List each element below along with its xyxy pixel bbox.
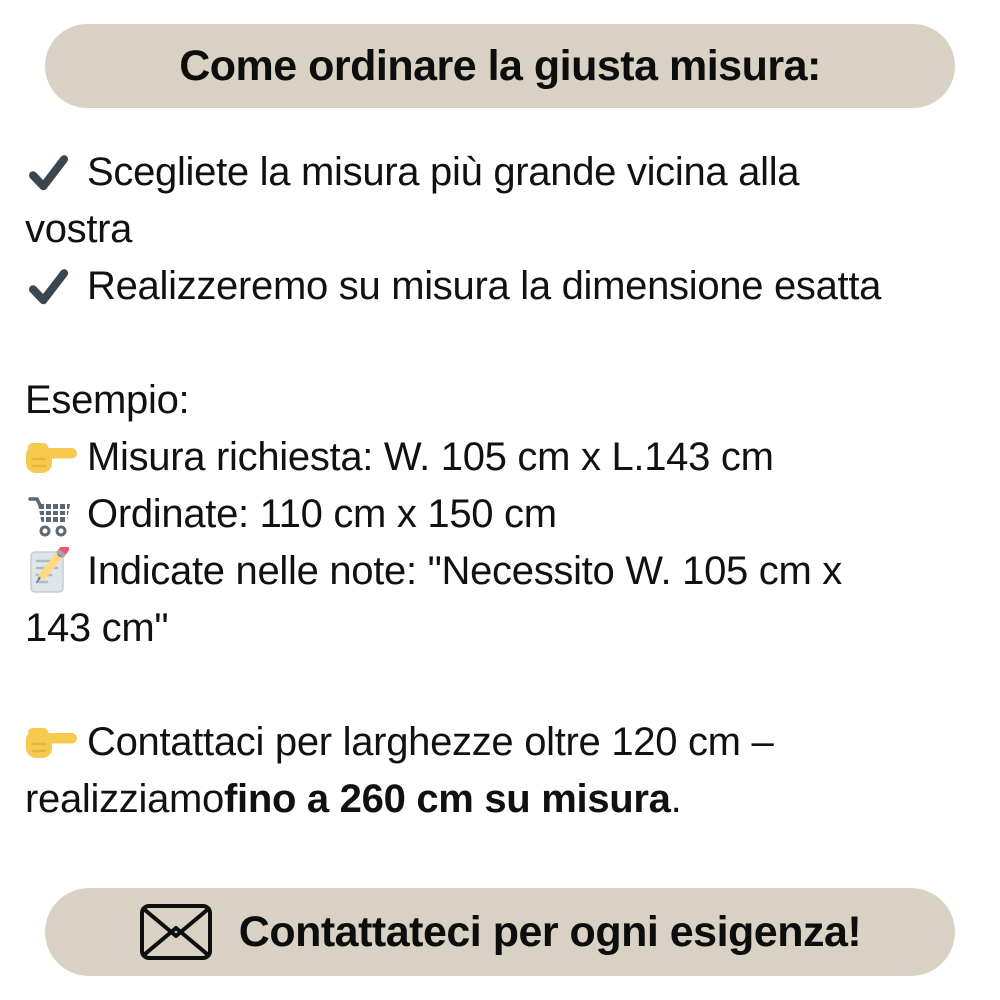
- footer-cta-text: Contattateci per ogni esigenza!: [238, 907, 862, 956]
- check-icon: [25, 150, 87, 196]
- footer-banner: [45, 888, 955, 976]
- checklist-item-1-wrap: [25, 201, 985, 258]
- example-note-text: Indicate nelle note: "Necessito W. 105 cm x: [87, 549, 843, 593]
- spacer: [25, 657, 985, 714]
- example-order-text: Ordinate: 110 cm x 150 cm: [87, 492, 557, 536]
- checklist-item-1: [25, 144, 985, 201]
- example-requested-text: Misura richiesta: W. 105 cm x L.143 cm: [87, 435, 774, 479]
- example-note-wrap: [25, 600, 985, 657]
- checklist-item-2: [25, 258, 985, 315]
- page-title: Come ordinare la giusta misura:: [179, 41, 821, 90]
- contact-note-wrap: [25, 771, 985, 828]
- contact-note-row: [25, 714, 985, 771]
- check-icon: [25, 264, 87, 310]
- example-heading: Esempio:: [25, 378, 190, 422]
- header-banner: [45, 24, 955, 108]
- example-requested-row: [25, 429, 985, 486]
- pointing-hand-icon: [25, 439, 87, 477]
- checklist-item-2-text: Realizzeremo su misura la dimensione esatta: [87, 264, 882, 308]
- envelope-icon: [139, 903, 213, 961]
- spacer: [25, 315, 985, 372]
- example-note-text-cont: 143 cm": [25, 606, 169, 650]
- pointing-hand-icon: [25, 724, 87, 762]
- example-order-row: [25, 486, 985, 543]
- shopping-cart-icon: [25, 490, 87, 540]
- body-content: [25, 144, 985, 828]
- memo-icon: [25, 547, 87, 597]
- checklist-item-1-text-cont: vostra: [25, 207, 133, 251]
- contact-note-line2-bold: fino a 260 cm su misura: [224, 777, 671, 821]
- contact-note-line2-end: .: [670, 777, 682, 821]
- example-note-row: [25, 543, 985, 600]
- example-heading-row: [25, 372, 985, 429]
- contact-note-line1: Contattaci per larghezze oltre 120 cm –: [87, 720, 774, 764]
- contact-note-line2-normal: realizziamo: [25, 777, 224, 821]
- checklist-item-1-text: Scegliete la misura più grande vicina alla: [87, 150, 800, 194]
